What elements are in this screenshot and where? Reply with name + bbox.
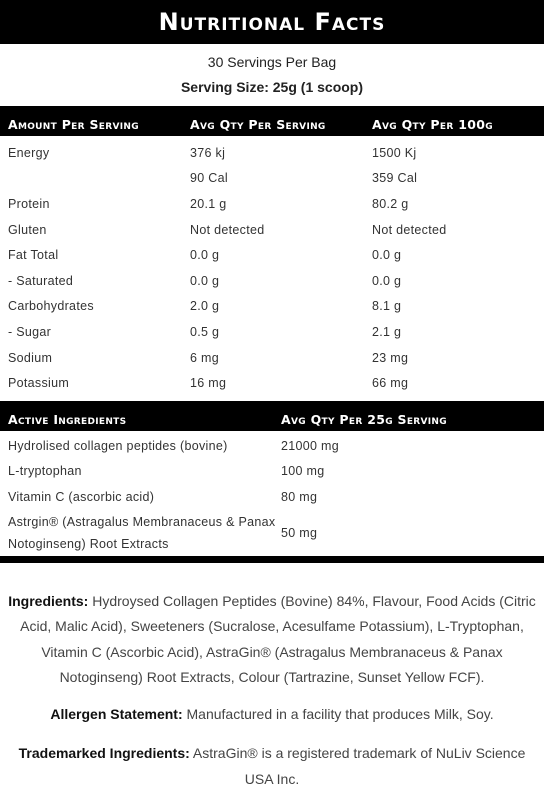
per-100g-value: 1500 Kj xyxy=(372,145,417,160)
servings-per-bag: 30 Servings Per Bag xyxy=(207,54,337,70)
table-row xyxy=(0,268,544,294)
table-row xyxy=(0,166,544,192)
header-avg-qty-per-100g: Avg Qty Per 100g xyxy=(372,117,493,132)
per-100g-value: 0.0 g xyxy=(372,273,402,288)
table-row xyxy=(0,484,544,510)
per-100g-value: 359 Cal xyxy=(372,171,418,186)
nutrition-table-body xyxy=(0,136,544,401)
header-avg-qty-per-25g: Avg Qty Per 25g Serving xyxy=(281,411,447,427)
per-100g-value: 0.0 g xyxy=(372,248,402,263)
nutrition-table xyxy=(0,113,544,401)
nutrient-name: Gluten xyxy=(8,222,47,237)
ingredient-name: Hydrolised collagen peptides (bovine) xyxy=(8,438,228,453)
ingredient-name: L-tryptophan xyxy=(8,464,82,479)
ingredient-name: Vitamin C (ascorbic acid) xyxy=(8,489,155,504)
per-serving-value: 16 mg xyxy=(190,376,227,391)
nutrient-name: Energy xyxy=(8,145,50,160)
nutrient-name: Potassium xyxy=(8,376,70,391)
per-serving-value: 6 mg xyxy=(190,350,219,365)
ingredient-name: Astrgin® (Astragalus Membranaceus & Panax Notoginseng) Root Extracts xyxy=(8,514,276,551)
per-100g-value: 2.1 g xyxy=(372,324,402,339)
per-serving-value: Not detected xyxy=(190,222,265,237)
per-100g-value: Not detected xyxy=(372,222,447,237)
per-serving-value: 0.0 g xyxy=(190,273,220,288)
trademark-label: Trademarked Ingredients: xyxy=(18,745,190,762)
nutrient-name: - Sugar xyxy=(8,324,52,339)
ingredients-label: Ingredients: xyxy=(8,592,89,609)
table-row xyxy=(0,510,544,556)
nutrient-name: - Saturated xyxy=(8,273,74,288)
page-title: Nutritional Facts xyxy=(0,0,544,44)
ingredient-amount: 50 mg xyxy=(281,525,318,540)
nutrient-name: Carbohydrates xyxy=(8,299,94,314)
table-row xyxy=(0,294,544,320)
per-serving-value: 90 Cal xyxy=(190,171,228,186)
table-row xyxy=(0,319,544,345)
ingredients-statement xyxy=(0,589,544,691)
header-amount-per-serving: Amount Per Serving xyxy=(8,117,139,132)
allergen-statement xyxy=(0,702,544,728)
table-row xyxy=(0,370,544,396)
allergen-label: Allergen Statement: xyxy=(50,705,183,722)
divider-thick xyxy=(0,106,544,113)
per-serving-value: 0.5 g xyxy=(190,324,220,339)
table-row xyxy=(0,191,544,217)
header-active-ingredients: Active Ingredients xyxy=(8,411,127,427)
active-table-body xyxy=(0,431,544,556)
active-ingredients-table xyxy=(0,408,544,556)
nutrient-name: Protein xyxy=(8,196,50,211)
table-row xyxy=(0,459,544,485)
table-row xyxy=(0,433,544,459)
active-table-header xyxy=(0,408,544,431)
header-avg-qty-per-serving: Avg Qty Per Serving xyxy=(190,117,326,132)
table-row xyxy=(0,345,544,371)
table-row xyxy=(0,242,544,268)
per-serving-value: 0.0 g xyxy=(190,248,220,263)
trademark-text: AstraGin® is a registered trademark of NuLiv Science USA Inc. xyxy=(192,745,526,787)
serving-size: Serving Size: 25g (1 scoop) xyxy=(180,79,364,95)
table-row xyxy=(0,140,544,166)
per-100g-value: 80.2 g xyxy=(372,196,409,211)
divider-thick xyxy=(0,556,544,563)
per-100g-value: 8.1 g xyxy=(372,299,402,314)
ingredient-amount: 80 mg xyxy=(281,489,318,504)
ingredient-amount: 100 mg xyxy=(281,464,325,479)
table-row xyxy=(0,217,544,243)
trademark-statement xyxy=(0,741,544,792)
divider-thick xyxy=(0,401,544,408)
per-serving-value: 2.0 g xyxy=(190,299,220,314)
per-serving-value: 376 kj xyxy=(190,145,226,160)
ingredients-text: Hydroysed Collagen Peptides (Bovine) 84%, Flavour, Food Acids (Citric Acid, Malic Acid), Sweeteners (Sucralose, Acesulfame Potassium), L-Tryptophan, Vitamin C (Ascorbic Acid), AstraGin® (Astragalus Membranaceus & Panax Notoginseng) Root Extracts, Colour (Tartrazine, Sunset Yellow FCF). xyxy=(20,592,536,686)
ingredient-amount: 21000 mg xyxy=(281,438,339,453)
per-100g-value: 66 mg xyxy=(372,376,409,391)
nutrition-table-header xyxy=(0,113,544,136)
nutrient-name: Fat Total xyxy=(8,248,59,263)
allergen-text: Manufactured in a facility that produces Milk, Soy. xyxy=(186,705,494,722)
per-100g-value: 23 mg xyxy=(372,350,409,365)
per-serving-value: 20.1 g xyxy=(190,196,227,211)
nutrient-name: Sodium xyxy=(8,350,53,365)
